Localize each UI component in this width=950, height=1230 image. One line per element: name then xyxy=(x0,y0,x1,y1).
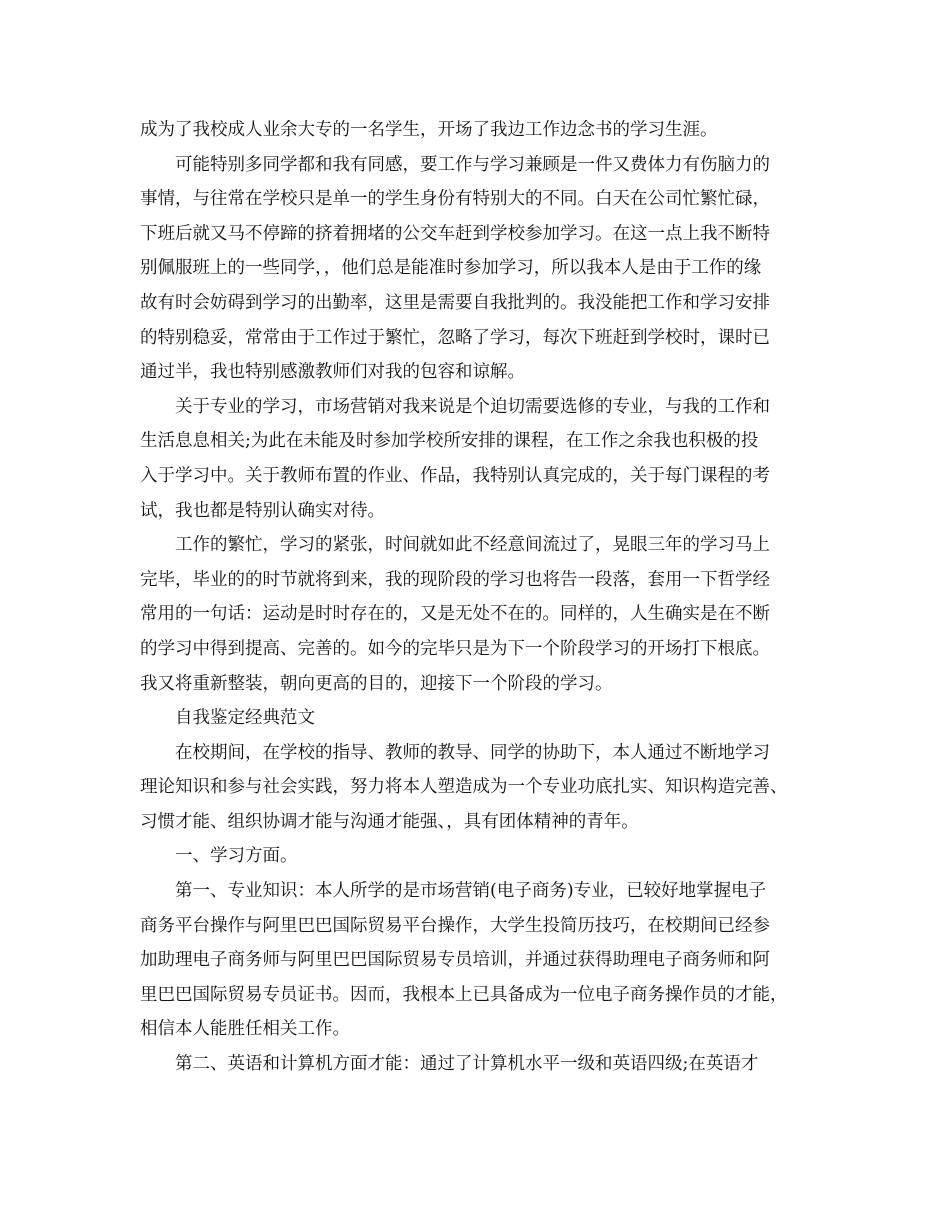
text-line: 试，我也都是特别认确实对待。 xyxy=(140,500,385,521)
text-line: 我又将重新整装，朝向更高的目的，迎接下一个阶段的学习。 xyxy=(140,673,613,694)
text-line: 一、学习方面。 xyxy=(175,846,298,867)
text-line: 故有时会妨碍到学习的出勤率，这里是需要自我批判的。我没能把工作和学习安排 xyxy=(140,292,770,313)
text-line: 的特别稳妥，常常由于工作过于繁忙，忽略了学习，每次下班赶到学校时，课时已 xyxy=(140,327,770,348)
text-line: 商务平台操作与阿里巴巴国际贸易平台操作，大学生投简历技巧，在校期间已经参 xyxy=(140,915,770,936)
text-line: 入于学习中。关于教师布置的作业、作品，我特别认真完成的，关于每门课程的考 xyxy=(140,465,770,486)
text-line: 别佩服班上的一些同学，，他们总是能准时参加学习，所以我本人是由于工作的缘 xyxy=(140,258,762,279)
text-line: 常用的一句话：运动是时时存在的，又是无处不在的。同样的，人生确实是在不断 xyxy=(140,604,770,625)
text-line: 习惯才能、组织协调才能与沟通才能强、，具有团体精神的青年。 xyxy=(140,811,639,832)
text-line: 在校期间，在学校的指导、教师的教导、同学的协助下，本人通过不断地学习 xyxy=(175,742,770,763)
text-line: 事情，与往常在学校只是单一的学生身份有特别大的不同。白天在公司忙繁忙碌， xyxy=(140,189,770,210)
text-line: 工作的繁忙，学习的紧张，时间就如此不经意间流过了，晃眼三年的学习马上 xyxy=(175,535,770,556)
text-line: 生活息息相关;为此在未能及时参加学校所安排的课程，在工作之余我也积极的投 xyxy=(140,431,759,452)
text-line: 理论知识和参与社会实践，努力将本人塑造成为一个专业功底扎实、知识构造完善、 xyxy=(140,777,788,798)
text-line: 通过半，我也特别感激教师们对我的包容和谅解。 xyxy=(140,362,525,383)
text-line: 的学习中得到提高、完善的。如今的完毕只是为下一个阶段学习的开场打下根底。 xyxy=(140,638,770,659)
text-line: 相信本人能胜任相关工作。 xyxy=(140,1019,350,1040)
text-line: 自我鉴定经典范文 xyxy=(175,708,315,729)
text-line: 关于专业的学习，市场营销对我来说是个迫切需要选修的专业，与我的工作和 xyxy=(175,396,770,417)
text-line: 完毕，毕业的的时节就将到来，我的现阶段的学习也将告一段落，套用一下哲学经 xyxy=(140,569,770,590)
text-line: 里巴巴国际贸易专员证书。因而，我根本上已具备成为一位电子商务操作员的才能， xyxy=(140,984,788,1005)
text-line: 成为了我校成人业余大专的一名学生，开场了我边工作边念书的学习生涯。 xyxy=(140,120,718,140)
text-line: 第二、英语和计算机方面才能：通过了计算机水平一级和英语四级;在英语才 xyxy=(175,1054,759,1075)
text-line: 可能特别多同学都和我有同感，要工作与学习兼顾是一件又费体力有伤脑力的 xyxy=(175,154,770,175)
text-line: 下班后就又马不停蹄的挤着拥堵的公交车赶到学校参加学习。在这一点上我不断特 xyxy=(140,223,770,244)
text-line: 第一、专业知识：本人所学的是市场营销(电子商务)专业，已较好地掌握电子 xyxy=(175,881,767,902)
document-body xyxy=(140,113,830,1082)
text-line: 加助理电子商务师与阿里巴巴国际贸易专员培训，并通过获得助理电子商务师和阿 xyxy=(140,950,770,971)
